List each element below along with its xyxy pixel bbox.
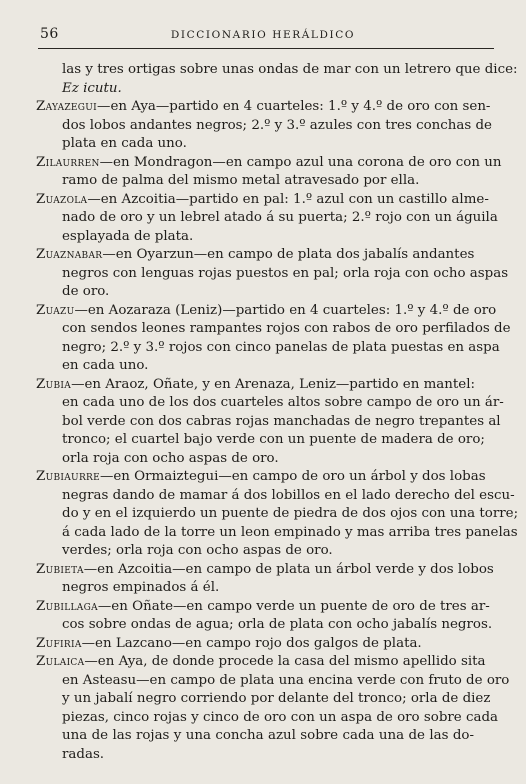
text-line <box>36 135 474 154</box>
page-header <box>0 22 526 46</box>
text-line <box>36 265 509 284</box>
line-text: tronco; el cuartel bajo verde con un puente de madera de oro; <box>62 432 485 447</box>
entry-first-line <box>36 468 486 487</box>
entry-headword: Zuazola <box>36 191 88 207</box>
line-text: plata en cada uno. <box>62 136 187 151</box>
text-line <box>36 690 491 709</box>
text-line <box>36 709 499 728</box>
line-text: Ez icutu. <box>62 80 122 96</box>
text-line <box>36 505 519 524</box>
text-line <box>36 413 501 432</box>
line-text: —en Mondragon—en campo azul una corona de oro con un <box>99 154 502 170</box>
line-text: verdes; orla roja con ocho aspas de oro. <box>62 543 333 558</box>
text-line <box>36 209 498 228</box>
text-line <box>36 672 510 691</box>
header-rule <box>38 48 494 49</box>
line-text: negros empinados á él. <box>62 580 220 595</box>
entry-headword: Zubia <box>36 376 72 392</box>
line-text: —en Aya—partido en 4 cuarteles: 1.º y 4.º de oro con sen- <box>97 99 491 114</box>
text-line <box>36 228 474 247</box>
dictionary-entries <box>36 61 519 764</box>
line-text: —en Ormaiztegui—en campo de oro un árbol y dos lobas <box>99 469 486 484</box>
entry-headword: Zubieta <box>36 561 84 577</box>
line-text: —en Azcoitia—en campo de plata un árbol verde y dos lobos <box>83 561 494 577</box>
entry-first-line <box>36 598 490 617</box>
text-line <box>36 487 515 506</box>
line-text: en cada uno. <box>62 358 149 373</box>
line-text: radas. <box>62 746 105 762</box>
line-text: —en Oñate—en campo verde un puente de oro de tres ar- <box>97 598 490 614</box>
line-text: en cada uno de los dos cuarteles altos sobre campo de oro un ár- <box>62 395 504 410</box>
line-text: bol verde con dos cabras rojas manchadas de negro trepantes al <box>62 413 501 429</box>
entry-first-line <box>36 154 502 173</box>
line-text: —en Aozaraza (Leniz)—partido en 4 cuarteles: 1.º y 4.º de oro <box>74 302 497 318</box>
line-text: do y en el izquierdo un puente de piedra de dos ojos con una torre; <box>62 506 519 521</box>
text-line <box>36 357 474 376</box>
line-text: nado de oro y un lebrel atado á su puerta; 2.º rojo con un águila <box>62 210 498 225</box>
line-text: —en Azcoitia—partido en pal: 1.º azul con un castillo alme- <box>87 191 489 207</box>
entry-first-line <box>36 653 486 672</box>
line-text: orla roja con ocho aspas de oro. <box>62 450 279 466</box>
text-line <box>36 117 492 136</box>
line-text: las y tres ortigas sobre unas ondas de mar con un letrero que dice: <box>62 62 518 77</box>
entry-first-line <box>36 635 474 654</box>
entry-headword: Zulaica <box>36 654 85 669</box>
entry-headword: Zayazegui <box>36 99 98 114</box>
entry-first-line <box>36 246 474 265</box>
line-text: y un jabalí negro corriendo por delante del tronco; orla de diez <box>62 691 491 706</box>
line-text: negro; 2.º y 3.º rojos con cinco panelas de plata puestas en aspa <box>62 339 500 355</box>
line-text: negras dando de mamar á dos lobillos en el lado derecho del escu- <box>62 487 515 503</box>
line-text: cos sobre ondas de agua; orla de plata con ocho jabalís negros. <box>62 617 493 632</box>
text-line <box>36 524 518 543</box>
text-line <box>36 431 485 450</box>
text-line <box>36 283 474 302</box>
entry-headword: Zilaurren <box>36 154 100 170</box>
line-text: ramo de palma del mismo metal atravesado por ella. <box>62 173 420 188</box>
entry-first-line <box>36 561 494 580</box>
text-line <box>36 616 493 635</box>
entry-headword: Zubiaurre <box>36 469 100 484</box>
entry-first-line <box>36 376 474 395</box>
entry-headword: Zuazu <box>36 302 75 318</box>
line-text: piezas, cinco rojas y cinco de oro con un aspa de oro sobre cada <box>62 709 499 725</box>
text-line <box>36 579 474 598</box>
line-text: con sendos leones rampantes rojos con rabos de oro perfilados de <box>62 321 511 336</box>
entry-first-line <box>36 191 489 210</box>
line-text: —en Lazcano—en campo rojo dos galgos de plata. <box>81 635 422 651</box>
text-line <box>36 80 474 99</box>
entry-first-line <box>36 98 491 117</box>
text-line <box>36 339 500 358</box>
line-text: negros con lenguas rojas puestos en pal; orla roja con ocho aspas <box>62 265 509 281</box>
entry-first-line <box>36 302 497 321</box>
text-line <box>36 746 474 765</box>
text-line <box>36 727 474 746</box>
line-text: dos lobos andantes negros; 2.º y 3.º azules con tres conchas de <box>62 117 492 133</box>
line-text: en Asteasu—en campo de plata una encina verde con fruto de oro <box>62 672 510 688</box>
entry-headword: Zuaznabar <box>36 247 103 262</box>
line-text: una de las rojas y una concha azul sobre cada una de las do- <box>62 728 474 743</box>
text-line <box>36 320 511 339</box>
entry-headword: Zubillaga <box>36 598 98 614</box>
running-title: DICCIONARIO HERÁLDICO <box>170 29 356 41</box>
line-text: —en Aya, de donde procede la casa del mismo apellido sita <box>84 654 486 669</box>
text-line <box>36 61 518 80</box>
text-line <box>36 172 474 191</box>
entry-headword: Zufiria <box>36 635 82 651</box>
line-text: de oro. <box>62 284 110 299</box>
line-text: esplayada de plata. <box>62 228 194 244</box>
text-line <box>36 542 474 561</box>
text-line <box>36 450 474 469</box>
page-number: 56 <box>40 26 59 42</box>
line-text: á cada lado de la torre un leon empinado y mas arriba tres panelas <box>62 524 518 540</box>
line-text: —en Araoz, Oñate, y en Arenaza, Leniz—partido en mantel: <box>71 376 476 392</box>
text-line <box>36 394 504 413</box>
line-text: —en Oyarzun—en campo de plata dos jabalís andantes <box>102 247 475 262</box>
